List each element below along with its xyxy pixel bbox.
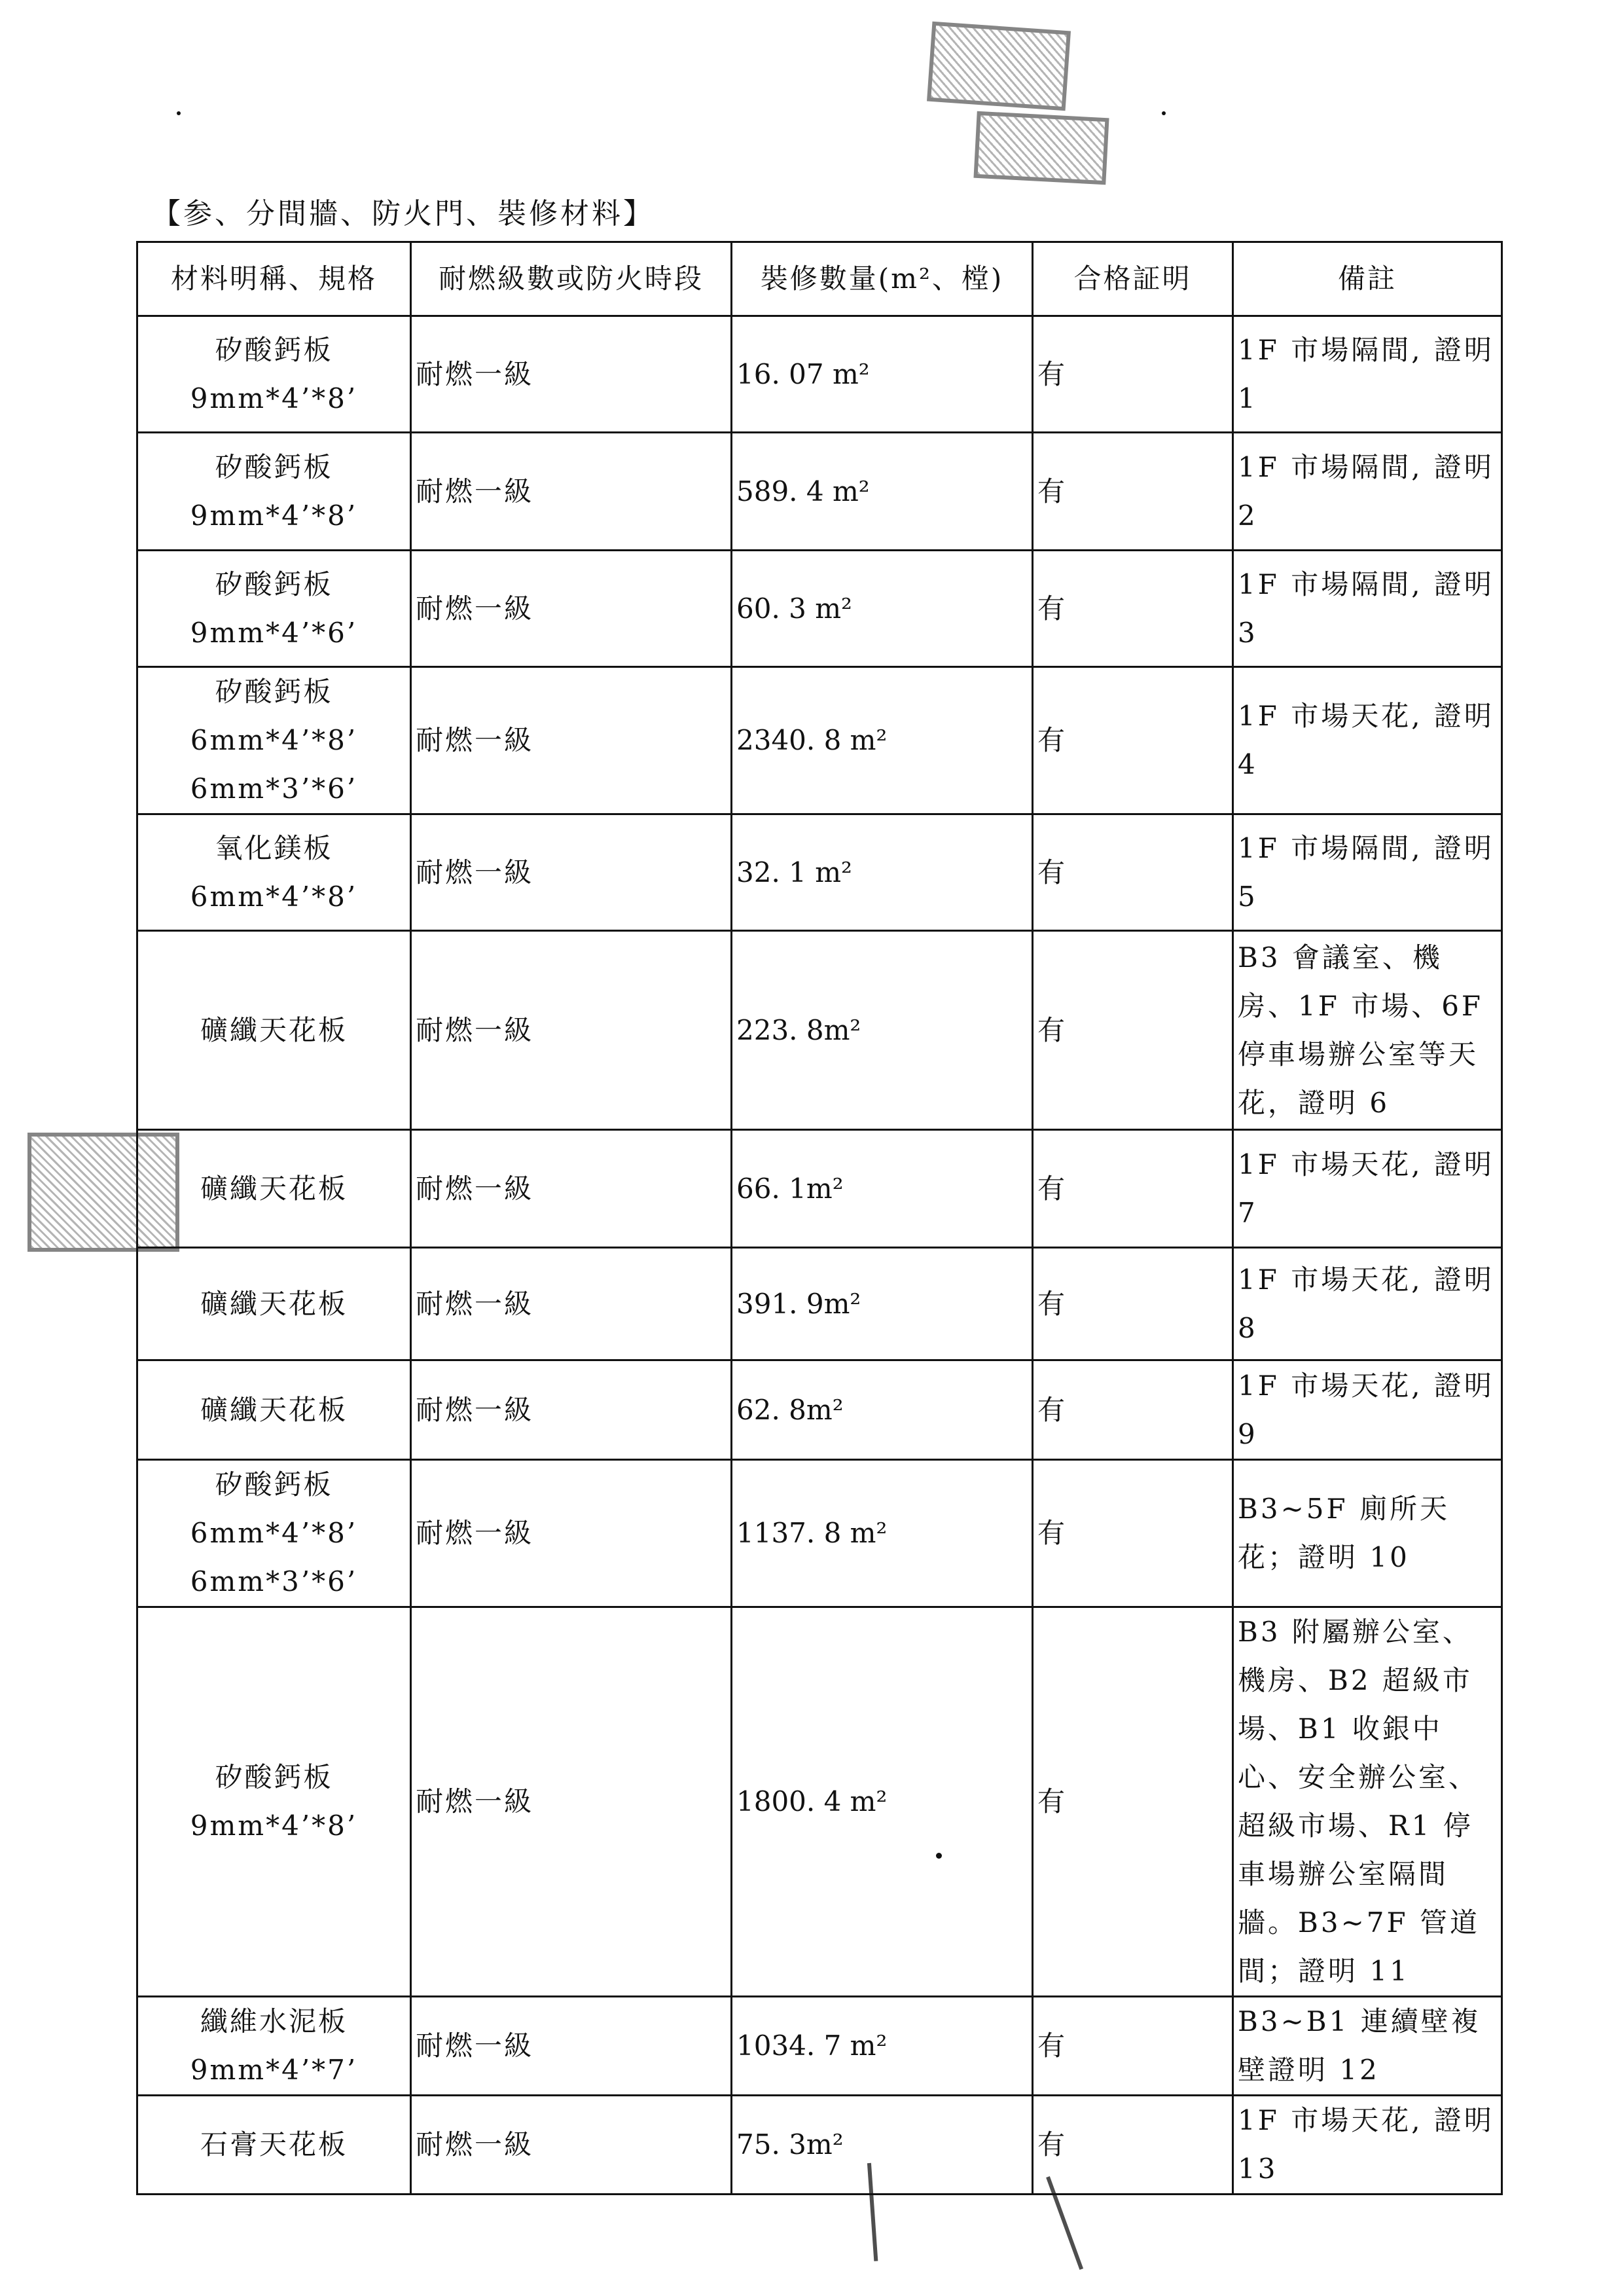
table-row [137, 1360, 1502, 1460]
material-name-cell [137, 2096, 411, 2195]
material-name-cell [137, 1997, 411, 2096]
remarks-cell: 1F 市場隔間, 證明 1 [1233, 316, 1502, 433]
fire-rating-cell: 耐燃一級 [411, 2096, 732, 2195]
fire-rating-cell: 耐燃一級 [411, 1460, 732, 1607]
quantity-cell: 66. 1m² [732, 1130, 1033, 1248]
table-row [137, 433, 1502, 551]
material-name-cell [137, 667, 411, 814]
table-header-row [137, 242, 1502, 316]
speck [1162, 111, 1166, 115]
material-name-cell [137, 931, 411, 1130]
certificate-cell: 有 [1033, 1607, 1233, 1997]
material-spec: 6mm*4’*8’ [190, 724, 358, 756]
material-name-cell [137, 1360, 411, 1460]
quantity-cell: 75. 3m² [732, 2096, 1033, 2195]
table-row [137, 316, 1502, 433]
remarks-cell: 1F 市場隔間, 證明 5 [1233, 814, 1502, 931]
certificate-cell: 有 [1033, 316, 1233, 433]
table-row [137, 814, 1502, 931]
material-name: 矽酸鈣板 [215, 1761, 333, 1793]
remarks-cell: B3~B1 連續壁複壁證明 12 [1233, 1997, 1502, 2096]
fire-rating-cell: 耐燃一級 [411, 814, 732, 931]
material-spec: 9mm*4’*8’ [190, 382, 358, 414]
section-title: 【参、分間牆、防火門、裝修材料】 [152, 197, 655, 230]
certificate-cell: 有 [1033, 1460, 1233, 1607]
fire-rating-cell: 耐燃一級 [411, 1130, 732, 1248]
material-name: 石膏天花板 [200, 2128, 348, 2160]
table-row [137, 1997, 1502, 2096]
table-row [137, 1248, 1502, 1360]
material-name: 矽酸鈣板 [215, 568, 333, 600]
certificate-cell: 有 [1033, 2096, 1233, 2195]
quantity-cell: 1137. 8 m² [732, 1460, 1033, 1607]
fire-rating-cell: 耐燃一級 [411, 1997, 732, 2096]
header-fire-rating: 耐燃級數或防火時段 [411, 242, 732, 316]
quantity-cell: 391. 9m² [732, 1248, 1033, 1360]
fire-rating-cell: 耐燃一級 [411, 316, 732, 433]
quantity-cell: 589. 4 m² [732, 433, 1033, 551]
remarks-cell: B3 會議室、機房、1F 市場、6F 停車場辦公室等天花，證明 6 [1233, 931, 1502, 1130]
fire-rating-cell: 耐燃一級 [411, 1607, 732, 1997]
fire-rating-cell: 耐燃一級 [411, 667, 732, 814]
quantity-cell: 1800. 4 m² [732, 1607, 1033, 1997]
material-name: 矽酸鈣板 [215, 1468, 333, 1501]
certificate-cell: 有 [1033, 667, 1233, 814]
material-spec: 6mm*3’*6’ [190, 1565, 358, 1597]
quantity-cell: 60. 3 m² [732, 551, 1033, 667]
header-certificate: 合格証明 [1033, 242, 1233, 316]
certificate-cell: 有 [1033, 1248, 1233, 1360]
material-name: 礦纖天花板 [200, 1013, 348, 1046]
material-name: 礦纖天花板 [200, 1172, 348, 1205]
material-name: 氧化鎂板 [215, 831, 333, 864]
fire-rating-cell: 耐燃一級 [411, 1360, 732, 1460]
quantity-cell: 16. 07 m² [732, 316, 1033, 433]
remarks-cell: 1F 市場天花, 證明 8 [1233, 1248, 1502, 1360]
material-spec: 6mm*4’*8’ [190, 1517, 358, 1549]
material-name-cell [137, 1248, 411, 1360]
certificate-cell: 有 [1033, 814, 1233, 931]
official-seal-stamp [927, 22, 1071, 111]
certificate-cell: 有 [1033, 433, 1233, 551]
material-name-cell [137, 1607, 411, 1997]
materials-table [136, 241, 1503, 2195]
official-seal-stamp [973, 111, 1109, 185]
table-row [137, 1130, 1502, 1248]
certificate-cell: 有 [1033, 1997, 1233, 2096]
material-spec: 9mm*4’*7’ [190, 2054, 358, 2086]
material-spec: 9mm*4’*8’ [190, 1810, 358, 1842]
quantity-cell: 62. 8m² [732, 1360, 1033, 1460]
fire-rating-cell: 耐燃一級 [411, 551, 732, 667]
material-name: 矽酸鈣板 [215, 450, 333, 483]
material-name: 礦纖天花板 [200, 1393, 348, 1426]
fire-rating-cell: 耐燃一級 [411, 1248, 732, 1360]
fire-rating-cell: 耐燃一級 [411, 433, 732, 551]
remarks-cell: B3 附屬辦公室、機房、B2 超級市場、B1 收銀中心、安全辦公室、超級市場、R1 停車場辦公室隔間牆。B3~7F 管道間；證明 11 [1233, 1607, 1502, 1997]
header-material-name: 材料明稱、規格 [137, 242, 411, 316]
table-row [137, 931, 1502, 1130]
table-row [137, 2096, 1502, 2195]
material-name-cell [137, 1130, 411, 1248]
remarks-cell: 1F 市場天花, 證明 13 [1233, 2096, 1502, 2195]
material-name-cell [137, 814, 411, 931]
material-name: 矽酸鈣板 [215, 333, 333, 366]
table-row [137, 1460, 1502, 1607]
remarks-cell: 1F 市場隔間, 證明 3 [1233, 551, 1502, 667]
material-spec: 9mm*4’*6’ [190, 616, 358, 649]
remarks-cell: 1F 市場天花, 證明 4 [1233, 667, 1502, 814]
material-spec: 9mm*4’*8’ [190, 499, 358, 532]
remarks-cell: 1F 市場天花, 證明 9 [1233, 1360, 1502, 1460]
quantity-cell: 2340. 8 m² [732, 667, 1033, 814]
material-name-cell [137, 1460, 411, 1607]
quantity-cell: 223. 8m² [732, 931, 1033, 1130]
table-row [137, 551, 1502, 667]
header-remarks: 備註 [1233, 242, 1502, 316]
remarks-cell: 1F 市場天花, 證明 7 [1233, 1130, 1502, 1248]
certificate-cell: 有 [1033, 1130, 1233, 1248]
remarks-cell: B3~5F 廁所天花；證明 10 [1233, 1460, 1502, 1607]
table-row [137, 1607, 1502, 1997]
material-spec: 6mm*3’*6’ [190, 773, 358, 805]
certificate-cell: 有 [1033, 551, 1233, 667]
quantity-cell: 1034. 7 m² [732, 1997, 1033, 2096]
material-name-cell [137, 551, 411, 667]
material-name-cell [137, 316, 411, 433]
material-name: 礦纖天花板 [200, 1287, 348, 1320]
material-name: 矽酸鈣板 [215, 676, 333, 708]
quantity-cell: 32. 1 m² [732, 814, 1033, 931]
certificate-cell: 有 [1033, 931, 1233, 1130]
speck [177, 111, 181, 115]
header-quantity: 裝修數量(m²、樘) [732, 242, 1033, 316]
material-name: 纖維水泥板 [200, 2005, 348, 2037]
certificate-cell: 有 [1033, 1360, 1233, 1460]
material-name-cell [137, 433, 411, 551]
fire-rating-cell: 耐燃一級 [411, 931, 732, 1130]
material-spec: 6mm*4’*8’ [190, 880, 358, 913]
remarks-cell: 1F 市場隔間, 證明 2 [1233, 433, 1502, 551]
table-row [137, 667, 1502, 814]
